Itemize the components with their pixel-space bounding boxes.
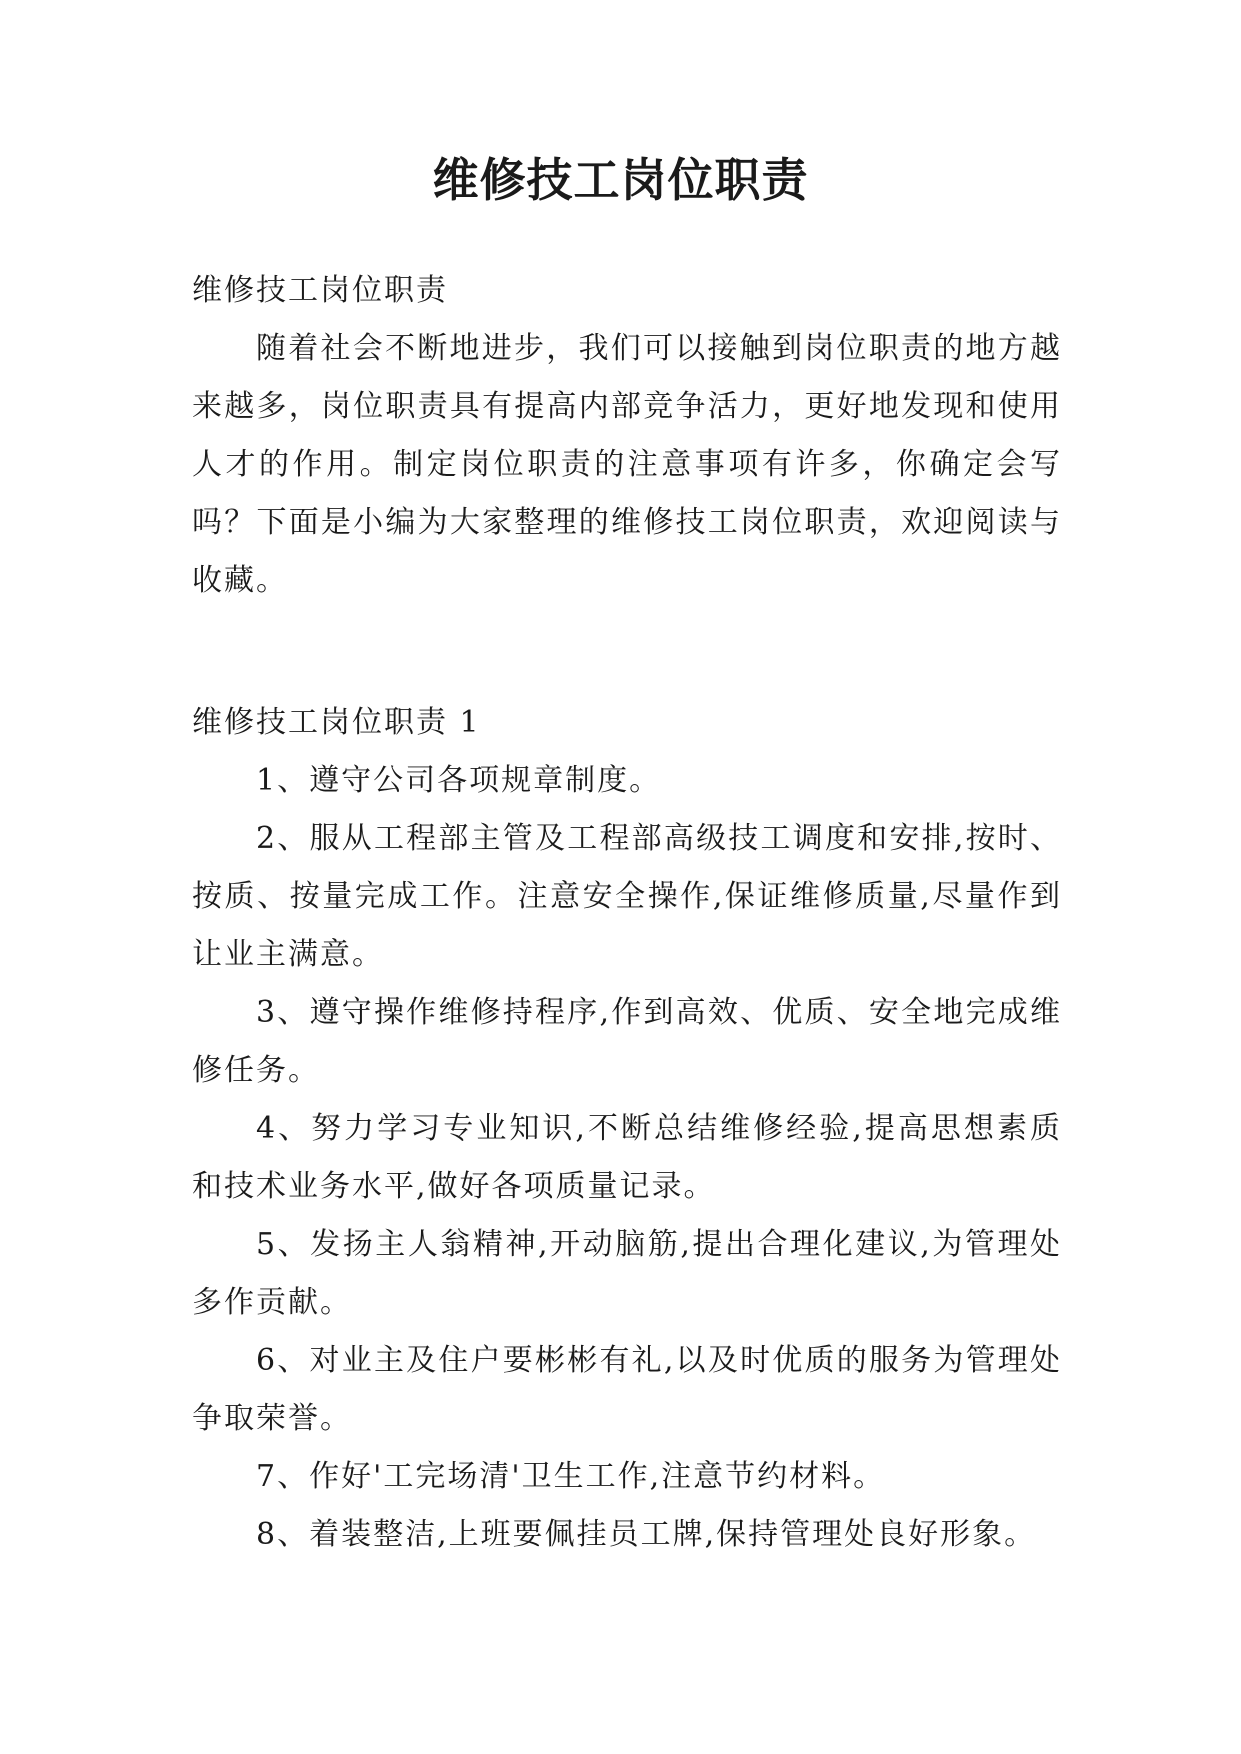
intro-section [192,262,1062,610]
duty-item-5: 5、发扬主人翁精神,开动脑筋,提出合理化建议,为管理处多作贡献。 [192,1227,1062,1320]
duty-item-8: 8、着装整洁,上班要佩挂员工牌,保持管理处良好形象。 [256,1517,1037,1552]
duty-item-6: 6、对业主及住户要彬彬有礼,以及时优质的服务为管理处争取荣誉。 [192,1343,1062,1436]
duties-section [192,694,1062,1564]
duty-item-3: 3、遵守操作维修持程序,作到高效、优质、安全地完成维修任务。 [192,995,1062,1088]
duty-item-4: 4、努力学习专业知识,不断总结维修经验,提高思想素质和技术业务水平,做好各项质量记录。 [192,1111,1062,1204]
intro-paragraph: 随着社会不断地进步，我们可以接触到岗位职责的地方越来越多，岗位职责具有提高内部竞争活力，更好地发现和使用人才的作用。制定岗位职责的注意事项有许多，你确定会写吗？下面是小编为大家整理的维修技工岗位职责，欢迎阅读与收藏。 [192,331,1062,598]
duty-item-1: 1、遵守公司各项规章制度。 [256,763,662,798]
section-heading: 维修技工岗位职责 1 [192,705,481,740]
duty-item-7: 7、作好'工完场清'卫生工作,注意节约材料。 [256,1459,886,1494]
document-title: 维修技工岗位职责 [432,153,809,207]
duty-item-2: 2、服从工程部主管及工程部高级技工调度和安排,按时、按质、按量完成工作。注意安全操作,保证维修质量,尽量作到让业主满意。 [192,821,1062,972]
intro-heading: 维修技工岗位职责 [192,273,448,308]
